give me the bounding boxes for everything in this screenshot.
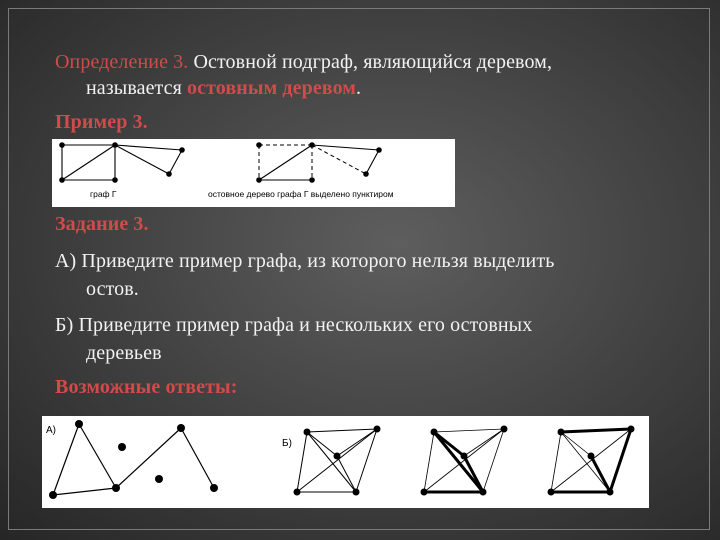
answer-label-b: Б)	[282, 438, 292, 449]
definition-text-2-suffix: .	[356, 77, 362, 99]
caption-tree: остовное дерево графа Г выделено пунктиром	[208, 189, 394, 199]
answers-figure	[42, 416, 649, 508]
definition-text-2-prefix: называется	[86, 77, 188, 99]
answer-a-vertices	[49, 420, 218, 499]
answer-a-edges	[53, 424, 214, 495]
example-heading: Пример 3.	[55, 111, 148, 133]
definition-line-1	[55, 50, 552, 74]
answers-svg	[42, 416, 649, 508]
tree-solid-edges	[259, 145, 379, 180]
answer-b-graph-edges	[297, 429, 377, 492]
example-figure	[52, 139, 455, 207]
definition-term: остовным деревом	[187, 77, 357, 99]
definition-label: Определение 3.	[55, 51, 189, 73]
task-b-line-2: деревьев	[86, 342, 162, 364]
definition-text-1: Остовной подграф, являющийся деревом,	[188, 51, 553, 73]
task-b-line-1: Б) Приведите пример графа и нескольких его остовных	[55, 314, 533, 336]
graph-g-edges	[62, 145, 182, 180]
caption-graph: граф Г	[90, 189, 117, 199]
definition-line-2	[86, 76, 361, 100]
answer-label-a: А)	[46, 425, 56, 436]
answer-b-tree-1-thin-edges	[424, 429, 504, 492]
task-a-line-1: А) Приведите пример графа, из которого нельзя выделить	[55, 250, 555, 272]
example-graph-svg	[52, 139, 455, 207]
task-a-line-2: остов.	[86, 278, 139, 300]
task-heading: Задание 3.	[55, 213, 149, 235]
tree-dashed-edges	[259, 145, 366, 180]
answers-heading: Возможные ответы:	[55, 376, 238, 398]
